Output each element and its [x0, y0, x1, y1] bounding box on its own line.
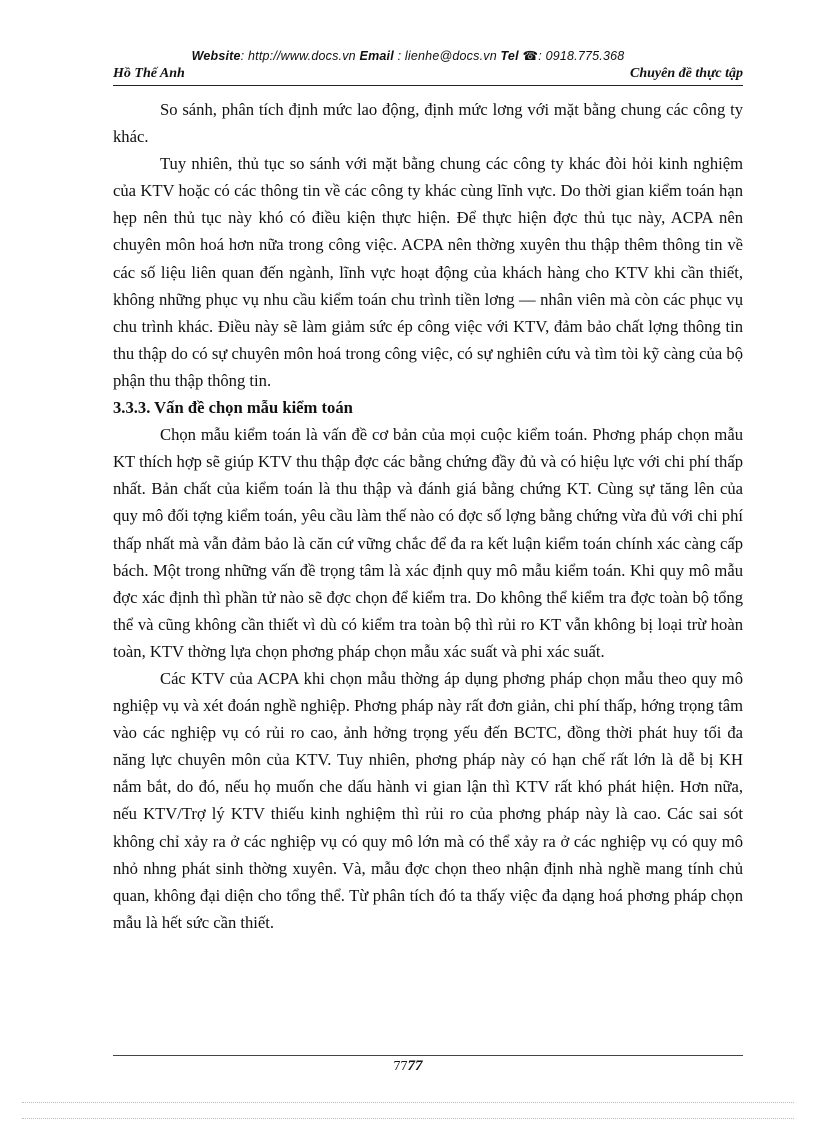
email-label: Email [359, 49, 394, 63]
section-heading: 3.3.3. Vấn đề chọn mẫu kiểm toán [113, 398, 353, 418]
website-header-line [0, 48, 816, 63]
running-header [113, 65, 743, 86]
paragraph-4: Các KTV của ACPA khi chọn mẫu thờng áp dụng phơng pháp chọn mẫu theo quy mô nghiệp vụ và xét đoán nghề nghiệp. Phơng pháp này rất đơn giản, chi phí thấp, hớng trọng tâm vào các nghiệp vụ có rủi ro cao, ảnh hởng trọng yếu đến BCTC, đồng thời phát huy tối đa năng lực chuyên môn của KTV. Tuy nhiên, phơng pháp này có hạn chế rất lớn là dễ bị KH nắm bắt, do đó, nếu họ muốn che dấu hành vi gian lận thì KTV rất khó phát hiện. Hơn nữa, nếu KTV/Trợ lý KTV thiếu kinh nghiệm thì rủi ro của phơng pháp này là cao. Các sai sót không chỉ xảy ra ở các nghiệp vụ có quy mô lớn mà có thể xảy ra ở các nghiệp vụ có quy mô nhỏ nhng phát sinh thờng xuyên. Và, mẫu đợc chọn theo nhận định nhà nghề mang tính chủ quan, không đại diện cho tổng thể. Từ phân tích đó ta thấy việc đa dạng hoá phơng pháp chọn mẫu là hết sức cần thiết. [113, 668, 743, 932]
page-number-small: 77 [393, 1059, 408, 1074]
website-url[interactable]: : http://www.docs.vn [240, 49, 356, 63]
website-label: Website [191, 49, 241, 63]
paragraph-3: Chọn mẫu kiểm toán là vấn đề cơ bản của mọi cuộc kiểm toán. Phơng pháp chọn mẫu KT thích hợp sẽ giúp KTV thu thập đợc các bằng chứng đầy đủ và có hiệu lực với chi phí thấp nhất. Bản chất của kiểm toán là thu thập và đánh giá bằng chứng KT. Cùng sự tăng lên của quy mô đối tợng kiểm toán, yêu cầu làm thế nào có đợc số lợng bằng chứng vừa đủ với chi phí thấp nhất mà vẫn đảm bảo là căn cứ vững chắc để đa ra kết luận kiểm toán chính xác càng cấp bách. Một trong những vấn đề trọng tâm là xác định quy mô mẫu kiểm toán. Khi quy mô mẫu đợc xác định thì phần tử nào sẽ đợc chọn để kiểm tra. Do không thể kiểm tra đợc toàn bộ tổng thể và cũng không cần thiết vì dù có kiểm tra toàn bộ thì rủi ro KT vẫn không bị loại trừ hoàn toàn, KTV thờng lựa chọn phơng pháp chọn mẫu xác suất và phi xác suất. [113, 425, 743, 661]
page-number [0, 1058, 816, 1075]
page-edge-dotted-line-2 [22, 1118, 794, 1119]
paragraph-1: So sánh, phân tích định mức lao động, định mức lơng với mặt bằng chung các công ty khác. [113, 100, 743, 147]
document-type: Chuyên đề thực tập [629, 66, 743, 81]
page-body [113, 96, 743, 936]
paragraph-2: Tuy nhiên, thủ tục so sánh với mặt bằng chung các công ty khác đòi hỏi kinh nghiệm của KTV hoặc có các thông tin về các công ty khác cùng lĩnh vực. Do thời gian kiểm toán hạn hẹp nên thủ tục này khó có điều kiện thực hiện. Để thực hiện đợc thủ tục này, ACPA nên chuyên môn hoá hơn nữa trong công việc. ACPA nên thờng xuyên thu thập thêm thông tin về các số liệu liên quan đến ngành, lĩnh vực hoạt động của khách hàng cho KTV khi cần thiết, không những phục vụ nhu cầu kiểm toán chu trình tiền lơng — nhân viên mà còn các phục vụ chu trình khác. Điều này sẽ làm giảm sức ép công việc với KTV, đảm bảo chất lợng thông tin thu thập do có sự chuyên môn hoá trong công việc, có sự nghiên cứu và tìm tòi kỹ càng của bộ phận thu thập thông tin. [113, 154, 743, 390]
page-number-big: 77 [407, 1058, 423, 1074]
page-edge-dotted-line [22, 1102, 794, 1103]
tel-value: : 0918.775.368 [538, 49, 625, 63]
phone-icon: ☎ [522, 49, 539, 63]
tel-label: Tel [500, 49, 519, 63]
footer-divider [113, 1055, 743, 1056]
author-name: Hồ Thế Anh [113, 66, 185, 81]
email-value[interactable]: : lienhe@docs.vn [397, 49, 497, 63]
